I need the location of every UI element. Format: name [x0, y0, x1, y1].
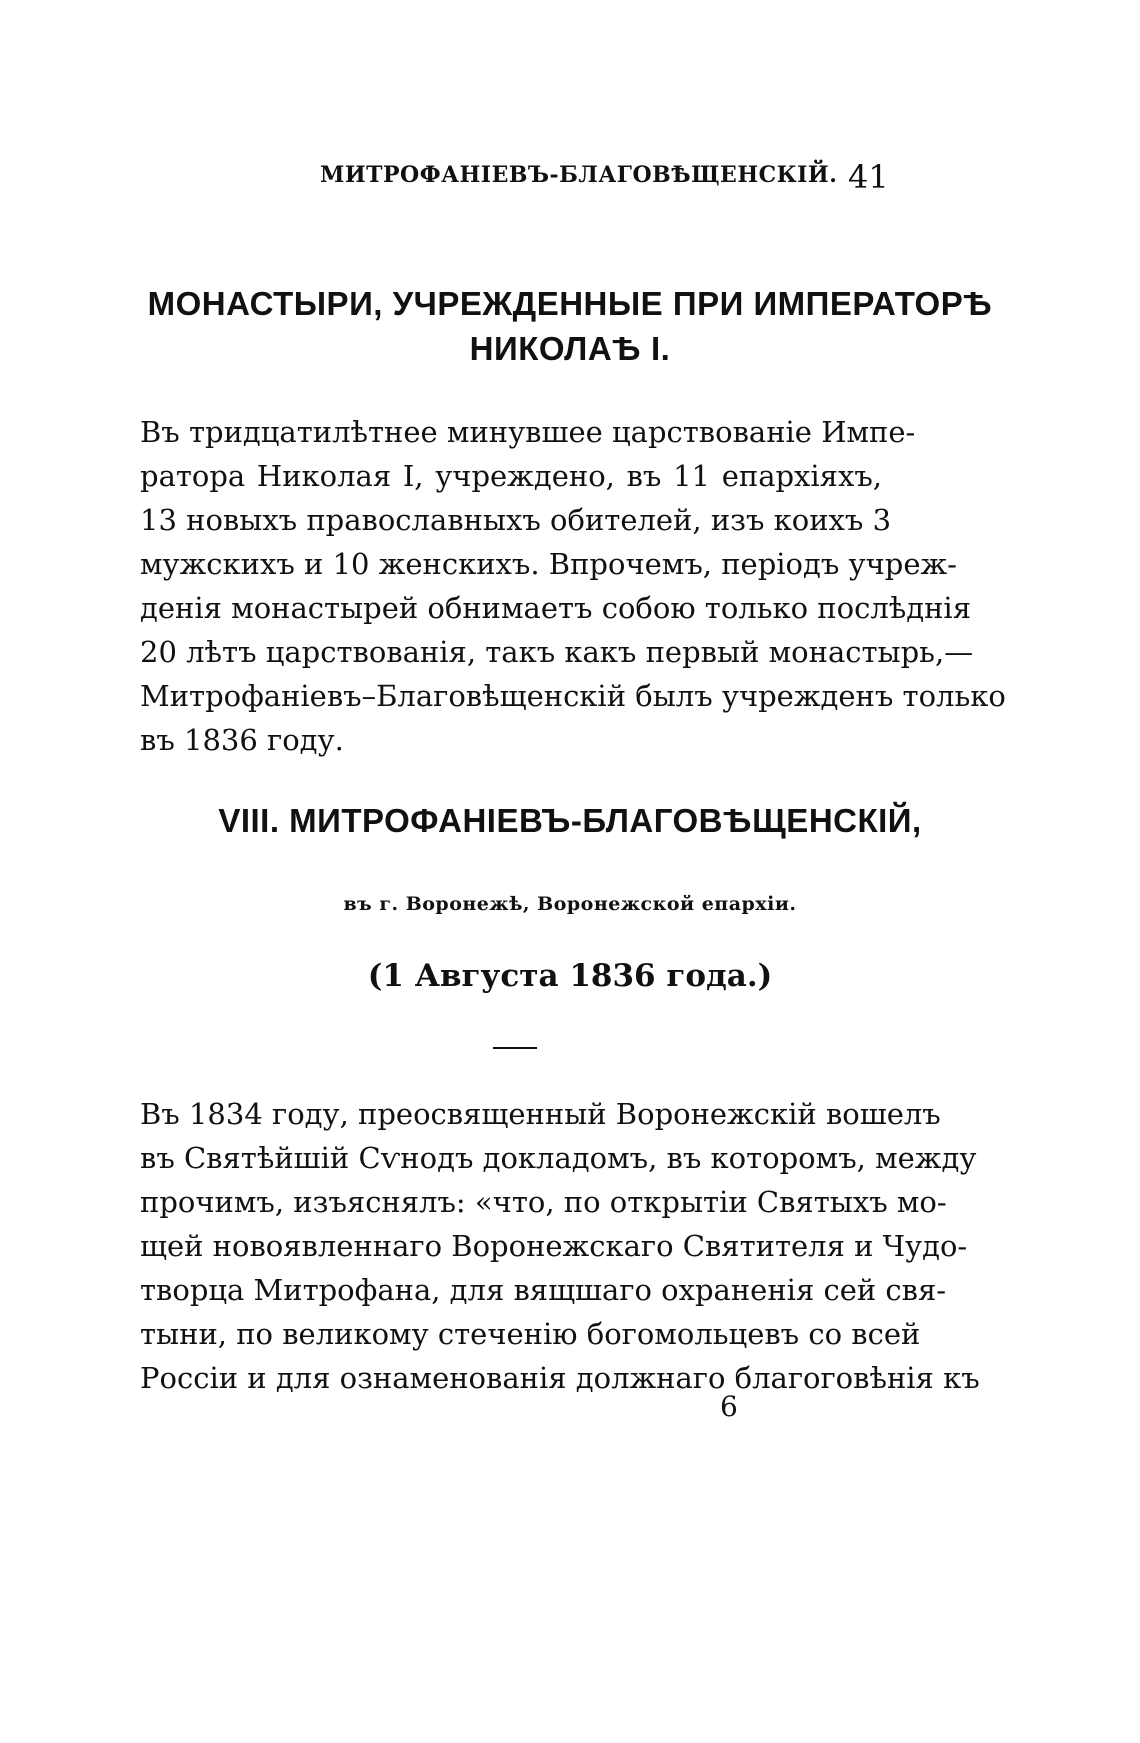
text-line: прочимъ, изъяснялъ: «что, по открытіи Святыхъ мо-: [140, 1185, 947, 1219]
text-line: Россіи и для ознаменованія должнаго благоговѣнія къ: [140, 1361, 980, 1395]
section-title-line-1: МОНАСТЫРИ, УЧРЕЖДЕННЫЕ ПРИ ИМПЕРАТОРѢ: [147, 285, 993, 322]
text-line: Въ 1834 году, преосвященный Воронежскій вошелъ: [140, 1097, 941, 1131]
chapter-location: въ г. Воронежѣ, Воронежской епархіи.: [343, 893, 797, 915]
text-line: въ Святѣйшій Сѵнодъ докладомъ, въ которомъ, между: [140, 1141, 977, 1175]
text-line: 20 лѣтъ царствованія, такъ какъ первый монастырь,—: [140, 635, 974, 669]
text-line: Митрофаніевъ–Благовѣщенскій былъ учрежденъ только: [140, 679, 1006, 713]
chapter-date: (1 Августа 1836 года.): [367, 958, 773, 994]
intro-paragraph: [140, 410, 1006, 762]
text-line: Въ тридцатилѣтнее минувшее царствованіе Импе-: [140, 415, 916, 449]
text-line: мужскихъ и 10 женскихъ. Впрочемъ, періодъ учреж-: [140, 547, 957, 581]
page-number: 41: [848, 158, 889, 196]
text-line: въ 1836 году.: [140, 723, 344, 757]
text-line: щей новоявленнаго Воронежскаго Святителя и Чудо-: [140, 1229, 968, 1263]
running-head: МИТРОФАНІЕВЪ-БЛАГОВѢЩЕНСКІЙ.: [320, 162, 838, 188]
text-line: ратора Николая I, учреждено, въ 11 епархіяхъ,: [140, 459, 882, 493]
body-paragraph: [140, 1092, 980, 1400]
section-title-line-2: НИКОЛАѢ I.: [469, 330, 671, 367]
chapter-heading: VIII. МИТРОФАНІЕВЪ-БЛАГОВѢЩЕНСКІЙ,: [218, 802, 922, 839]
divider-rule: [493, 1047, 537, 1049]
text-line: творца Митрофана, для вящшаго охраненія сей свя-: [140, 1273, 947, 1307]
text-line: 13 новыхъ православныхъ обителей, изъ коихъ 3: [140, 503, 892, 537]
text-line: тыни, по великому стеченію богомольцевъ со всей: [140, 1317, 921, 1351]
text-line: денія монастырей обнимаетъ собою только послѣднія: [140, 591, 972, 625]
signature-mark: 6: [720, 1390, 738, 1423]
